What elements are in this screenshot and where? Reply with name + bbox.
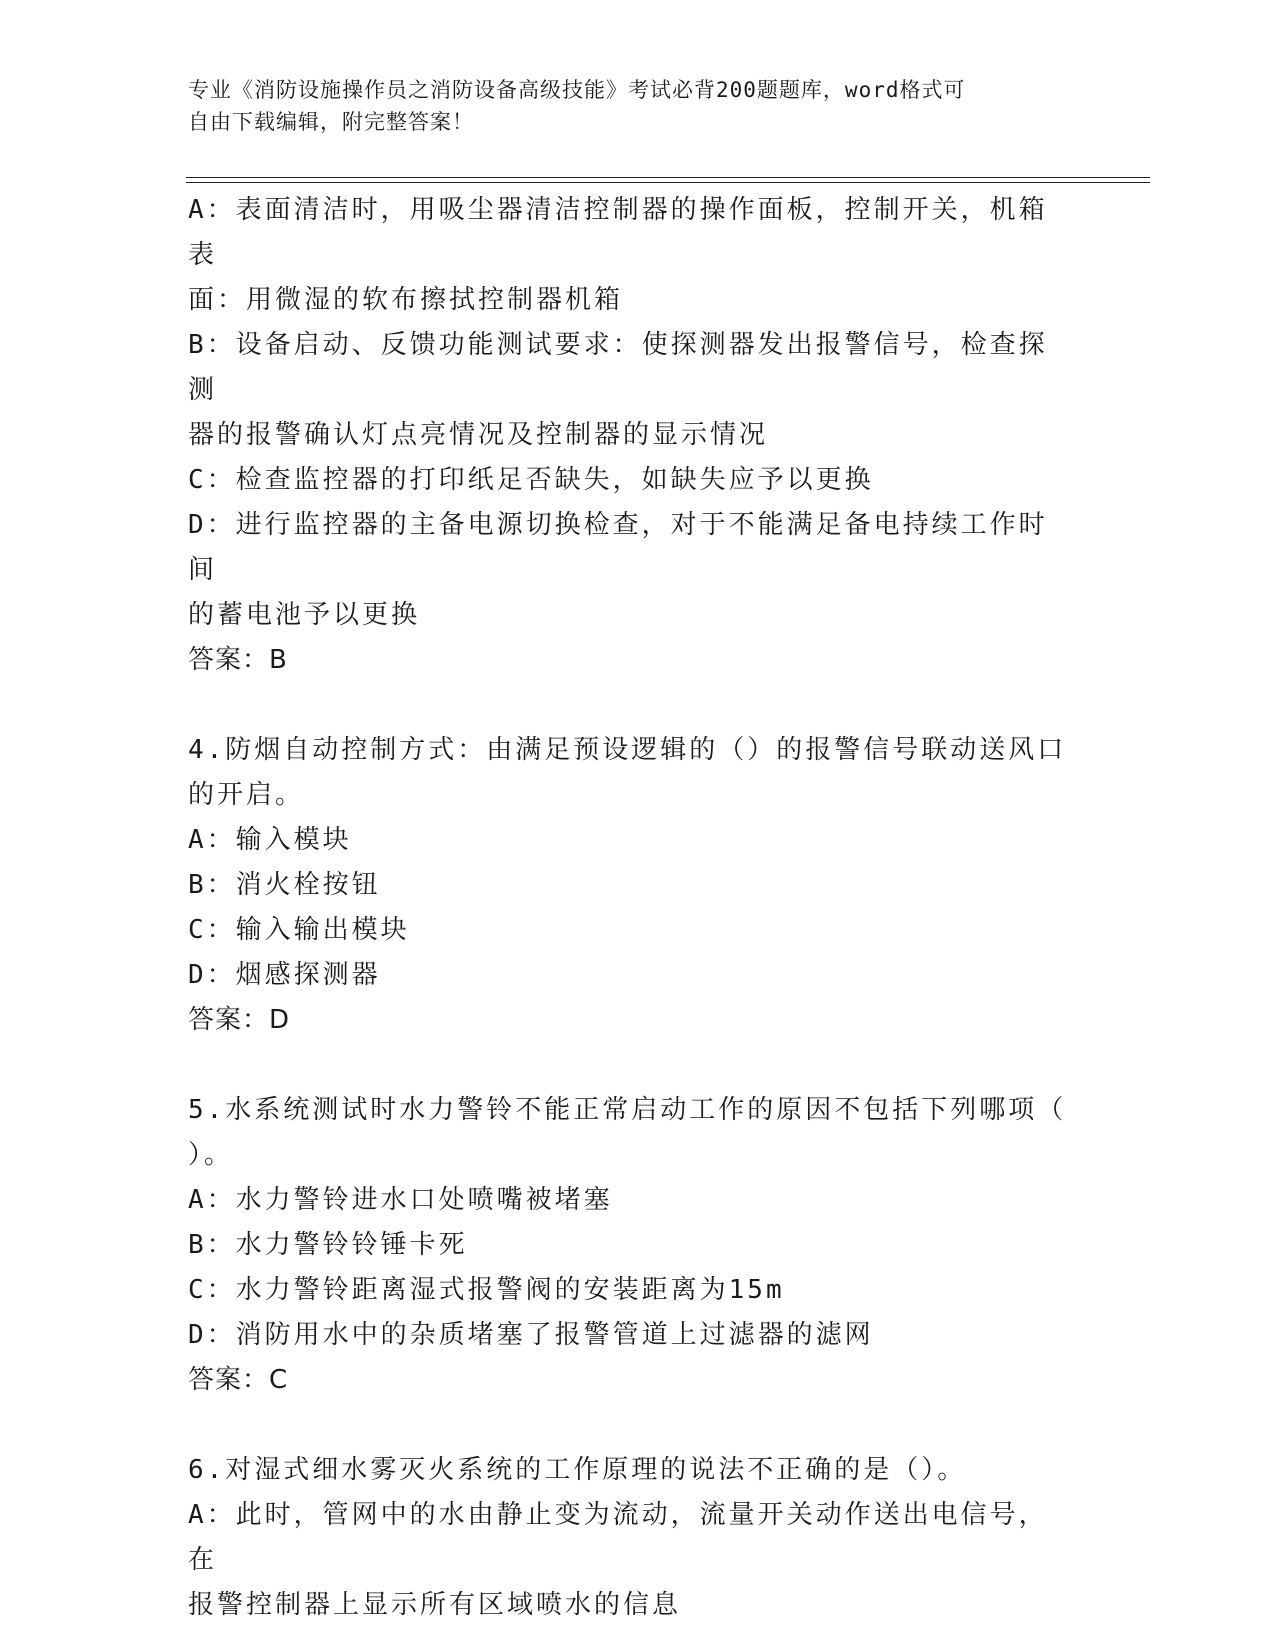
header-divider-top (186, 177, 1150, 178)
header-line-2: 自由下载编辑，附完整答案！ (188, 110, 474, 134)
q5-stem-line-2: ）。 (188, 1140, 234, 1170)
q3-option-a-line-2: 面：用微湿的软布擦拭控制器机箱 (188, 285, 624, 315)
question-6 (188, 1448, 1068, 1628)
question-5 (188, 1088, 1068, 1403)
spacer (188, 683, 1068, 728)
spacer (188, 1043, 1068, 1088)
q3-option-c: C：检查监控器的打印纸足否缺失，如缺失应予以更换 (188, 465, 874, 495)
q5-answer: 答案：C (188, 1365, 289, 1395)
q3-option-a-line-1: A：表面清洁时，用吸尘器清洁控制器的操作面板，控制开关，机箱表 (188, 195, 1048, 270)
q6-option-a-line-2: 报警控制器上显示所有区域喷水的信息 (188, 1590, 682, 1620)
q5-option-a: A：水力警铃进水口处喷嘴被堵塞 (188, 1185, 613, 1215)
q3-option-b-line-1: B：设备启动、反馈功能测试要求：使探测器发出报警信号，检查探测 (188, 330, 1048, 405)
q4-option-d: D：烟感探测器 (188, 960, 381, 990)
header-divider-bottom (186, 182, 1150, 183)
q4-option-c: C：输入输出模块 (188, 915, 410, 945)
q5-stem-line-1: 5.水系统测试时水力警铃不能正常启动工作的原因不包括下列哪项（ (188, 1095, 1067, 1125)
q4-stem-line-1: 4.防烟自动控制方式：由满足预设逻辑的（）的报警信号联动送风口 (188, 735, 1067, 765)
q4-stem-line-2: 的开启。 (188, 780, 305, 810)
q3-answer: 答案：B (188, 645, 288, 675)
question-3 (188, 188, 1068, 683)
q5-option-b: B：水力警铃铃锤卡死 (188, 1230, 468, 1260)
q3-option-d-line-1: D：进行监控器的主备电源切换检查，对于不能满足备电持续工作时间 (188, 510, 1048, 585)
q3-option-b-line-2: 器的报警确认灯点亮情况及控制器的显示情况 (188, 420, 769, 450)
q3-option-d-line-2: 的蓄电池予以更换 (188, 600, 421, 630)
header-line-1: 专业《消防设施操作员之消防设备高级技能》考试必背200题题库，word格式可 (188, 78, 966, 102)
q4-option-b: B：消火栓按钮 (188, 870, 381, 900)
q4-answer: 答案：D (188, 1005, 291, 1035)
q6-stem: 6.对湿式细水雾灭火系统的工作原理的说法不正确的是（）。 (188, 1455, 967, 1485)
document-header (188, 74, 1068, 138)
q6-option-a-line-1: A：此时，管网中的水由静止变为流动，流量开关动作送出电信号，在 (188, 1500, 1048, 1575)
q5-option-d: D：消防用水中的杂质堵塞了报警管道上过滤器的滤网 (188, 1320, 874, 1350)
question-4 (188, 728, 1068, 1043)
q4-option-a: A：输入模块 (188, 825, 352, 855)
document-body (188, 188, 1068, 1628)
spacer (188, 1403, 1068, 1448)
q5-option-c: C：水力警铃距离湿式报警阀的安装距离为15m (188, 1275, 785, 1305)
